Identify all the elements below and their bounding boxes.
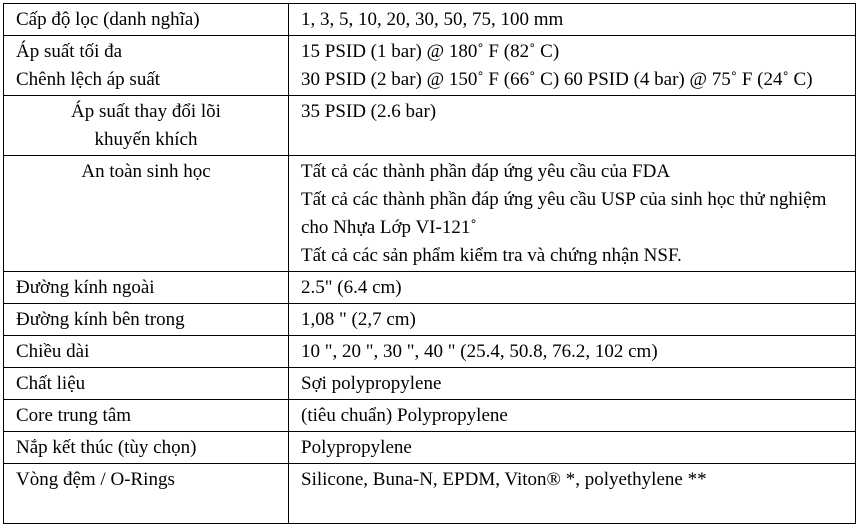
spec-value-cell	[289, 36, 856, 96]
spec-value-cell	[289, 272, 856, 304]
spec-value: 10 ", 20 ", 30 ", 40 " (25.4, 50.8, 76.2, 102 cm)	[301, 341, 658, 362]
spec-value: Tất cả các thành phần đáp ứng yêu cầu của FDA	[301, 161, 671, 182]
spec-value-cell	[289, 304, 856, 336]
spec-label-cell	[4, 368, 289, 400]
spec-value: 1,08 " (2,7 cm)	[301, 309, 416, 330]
table-row	[4, 272, 856, 304]
spec-label-cell	[4, 400, 289, 432]
spec-value-cell	[289, 336, 856, 368]
spec-label: Áp suất tối đa	[16, 41, 123, 62]
table-row	[4, 464, 856, 524]
spec-value: Sợi polypropylene	[301, 373, 442, 394]
spec-label: Vòng đệm / O-Rings	[16, 469, 175, 490]
spec-label: Áp suất thay đổi lõi	[71, 101, 221, 122]
table-row	[4, 336, 856, 368]
spec-label-cell	[4, 432, 289, 464]
spec-value: (tiêu chuẩn) Polypropylene	[301, 405, 508, 426]
spec-label-cell	[4, 464, 289, 524]
spec-label-cell	[4, 96, 289, 156]
spec-label: Chiều dài	[16, 341, 90, 362]
spec-label-cell	[4, 304, 289, 336]
table-row	[4, 36, 856, 96]
table-row	[4, 4, 856, 36]
spec-value: Tất cả các sản phẩm kiểm tra và chứng nhận NSF.	[301, 245, 682, 266]
table-row	[4, 368, 856, 400]
spec-label-cell	[4, 336, 289, 368]
spec-value: Polypropylene	[301, 437, 412, 458]
table-row	[4, 432, 856, 464]
spec-label: An toàn sinh học	[81, 161, 211, 182]
spec-value: Silicone, Buna-N, EPDM, Viton® *, polyethylene **	[301, 469, 707, 490]
spec-label: khuyến khích	[94, 129, 198, 150]
spec-value-cell	[289, 464, 856, 524]
table-row	[4, 156, 856, 272]
spec-value: 2.5" (6.4 cm)	[301, 277, 402, 298]
spec-label: Chất liệu	[16, 373, 86, 394]
spec-label-cell	[4, 272, 289, 304]
spec-label: Đường kính ngoài	[16, 277, 155, 298]
table-row	[4, 304, 856, 336]
spec-label: Core trung tâm	[16, 405, 132, 426]
table-row	[4, 96, 856, 156]
spec-value: 15 PSID (1 bar) @ 180˚ F (82˚ C)	[301, 41, 560, 62]
spec-label: Cấp độ lọc (danh nghĩa)	[16, 9, 200, 30]
table-row	[4, 400, 856, 432]
spec-value: 30 PSID (2 bar) @ 150˚ F (66˚ C) 60 PSID (4 bar) @ 75˚ F (24˚ C)	[301, 69, 813, 90]
specification-table	[3, 3, 856, 524]
spec-label: Chênh lệch áp suất	[16, 69, 161, 90]
spec-label-cell	[4, 156, 289, 272]
spec-label: Đường kính bên trong	[16, 309, 185, 330]
spec-label-cell	[4, 36, 289, 96]
spec-value-cell	[289, 368, 856, 400]
spec-value-cell	[289, 156, 856, 272]
spec-value-cell	[289, 432, 856, 464]
spec-value-cell	[289, 4, 856, 36]
spec-value: 35 PSID (2.6 bar)	[301, 101, 437, 122]
spec-label-cell	[4, 4, 289, 36]
spec-label: Nắp kết thúc (tùy chọn)	[16, 437, 197, 458]
spec-value: Tất cả các thành phần đáp ứng yêu cầu USP của sinh học thử nghiệm cho Nhựa Lớp VI-121˚	[301, 189, 827, 238]
spec-value-cell	[289, 400, 856, 432]
spec-value-cell	[289, 96, 856, 156]
spec-value: 1, 3, 5, 10, 20, 30, 50, 75, 100 mm	[301, 9, 564, 30]
